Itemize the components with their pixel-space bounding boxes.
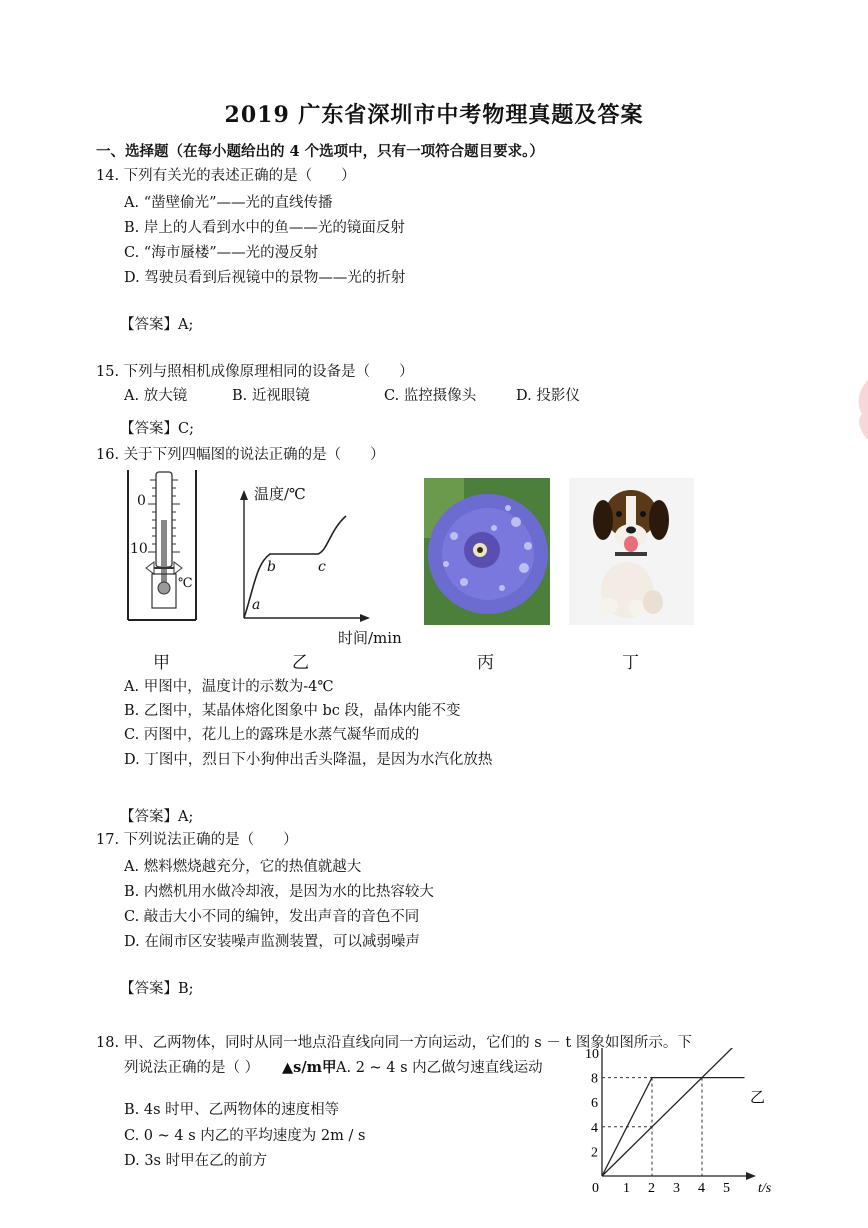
q17-stem: 17. 下列说法正确的是（ ） (96, 832, 298, 848)
st-series-label-yi: 乙 (750, 1090, 766, 1106)
fig-label-ding: 丁 (622, 653, 639, 673)
st-xlabel: t/s (758, 1181, 772, 1196)
page-decoration (854, 380, 868, 444)
q15-option-d: D. 投影仪 (516, 388, 580, 404)
q15-option-a: A. 放大镜 (124, 388, 188, 404)
st-x-tick-1: 1 (623, 1181, 630, 1196)
q18-option-c: C. 0 ~ 4 s 内乙的平均速度为 2m / s (124, 1128, 366, 1144)
q17-answer: 【答案】B; (120, 981, 194, 997)
q14-stem: 14. 下列有关光的表述正确的是（ ） (96, 168, 356, 184)
q18-option-b: B. 4s 时甲、乙两物体的速度相等 (124, 1102, 340, 1118)
q16-option-a: A. 甲图中，温度计的示数为-4℃ (124, 679, 334, 695)
thermometer-unit: ℃ (178, 576, 193, 591)
st-x-tick-3: 3 (673, 1181, 680, 1196)
graph-point-c: c (318, 559, 326, 575)
fig-label-jia: 甲 (153, 653, 170, 673)
graph-point-b: b (267, 559, 276, 575)
q16-option-b: B. 乙图中，某晶体熔化图象中 bc 段，晶体内能不变 (124, 703, 461, 719)
graph-point-a: a (252, 597, 261, 613)
q17-option-a: A. 燃料燃烧越充分，它的热值就越大 (124, 859, 362, 875)
q18-inline-glyph: ▲s/m甲 (282, 1059, 337, 1076)
q16-option-d: D. 丁图中，烈日下小狗伸出舌头降温，是因为水汽化放热 (124, 752, 493, 768)
q16-answer: 【答案】A; (120, 809, 194, 825)
st-series-line-jia (602, 1048, 742, 1176)
q18-option-d: D. 3s 时甲在乙的前方 (124, 1153, 268, 1169)
q18-option-a: A. 2 ~ 4 s 内乙做匀速直线运动 (336, 1060, 543, 1076)
graph-ylabel: 温度/℃ (254, 485, 306, 503)
q14-answer: 【答案】A; (120, 317, 194, 333)
st-y-tick-8: 8 (591, 1071, 598, 1087)
st-axes (602, 1048, 756, 1180)
q16-stem: 16. 关于下列四幅图的说法正确的是（ ） (96, 447, 385, 463)
q14-option-b: B. 岸上的人看到水中的鱼——光的镜面反射 (124, 220, 405, 236)
q15-stem: 15. 下列与照相机成像原理相同的设备是（ ） (96, 364, 414, 380)
graph-xlabel: 时间/min (338, 629, 402, 647)
q14-option-d: D. 驾驶员看到后视镜中的景物——光的折射 (124, 270, 406, 286)
st-y-tick-10: 10 (585, 1048, 599, 1062)
thermometer-tick-10: 10 (130, 541, 148, 557)
fig-label-bing: 丙 (477, 653, 494, 673)
q15-option-b: B. 近视眼镜 (232, 388, 310, 404)
fig-label-yi: 乙 (292, 653, 309, 673)
q15-answer: 【答案】C; (120, 421, 194, 437)
st-chart (572, 1048, 802, 1202)
q18-stem-line1: 18. 甲、乙两物体，同时从同一地点沿直线向同一方向运动，它们的 s － t 图象如图所示。下 (96, 1035, 692, 1051)
st-series (602, 1048, 745, 1176)
q17-option-d: D. 在闹市区安装噪声监测装置，可以减弱噪声 (124, 934, 420, 950)
st-y-tick-2: 2 (591, 1145, 598, 1161)
q17-option-b: B. 内燃机用水做冷却液，是因为水的比热容较大 (124, 884, 434, 900)
q18-stem-line2: 列说法正确的是（ ） (124, 1060, 260, 1076)
q17-option-c: C. 敲击大小不同的编钟，发出声音的音色不同 (124, 909, 420, 925)
q14-option-a: A. “凿壁偷光”——光的直线传播 (124, 195, 333, 211)
st-x-arrow (746, 1172, 756, 1180)
q14-option-c: C. “海市蜃楼”——光的漫反射 (124, 245, 319, 261)
q15-option-c: C. 监控摄像头 (384, 388, 477, 404)
q16-option-c: C. 丙图中，花儿上的露珠是水蒸气凝华而成的 (124, 727, 420, 743)
thermometer-tick-0: 0 (137, 493, 146, 509)
dog-photo (569, 478, 694, 625)
st-y-tick-4: 4 (591, 1120, 598, 1136)
st-x-tick-5: 5 (723, 1181, 730, 1196)
section-heading: 一、选择题（在每小题给出的 4 个选项中，只有一项符合题目要求。） (96, 143, 544, 160)
st-x-tick-4: 4 (698, 1181, 705, 1196)
st-x-tick-0: 0 (592, 1181, 599, 1196)
page-title: 2019 广东省深圳市中考物理真题及答案 (224, 102, 644, 128)
st-y-tick-6: 6 (591, 1096, 598, 1112)
st-series-line-yi (602, 1078, 745, 1176)
flower-photo (424, 478, 550, 625)
st-x-tick-2: 2 (648, 1181, 655, 1196)
